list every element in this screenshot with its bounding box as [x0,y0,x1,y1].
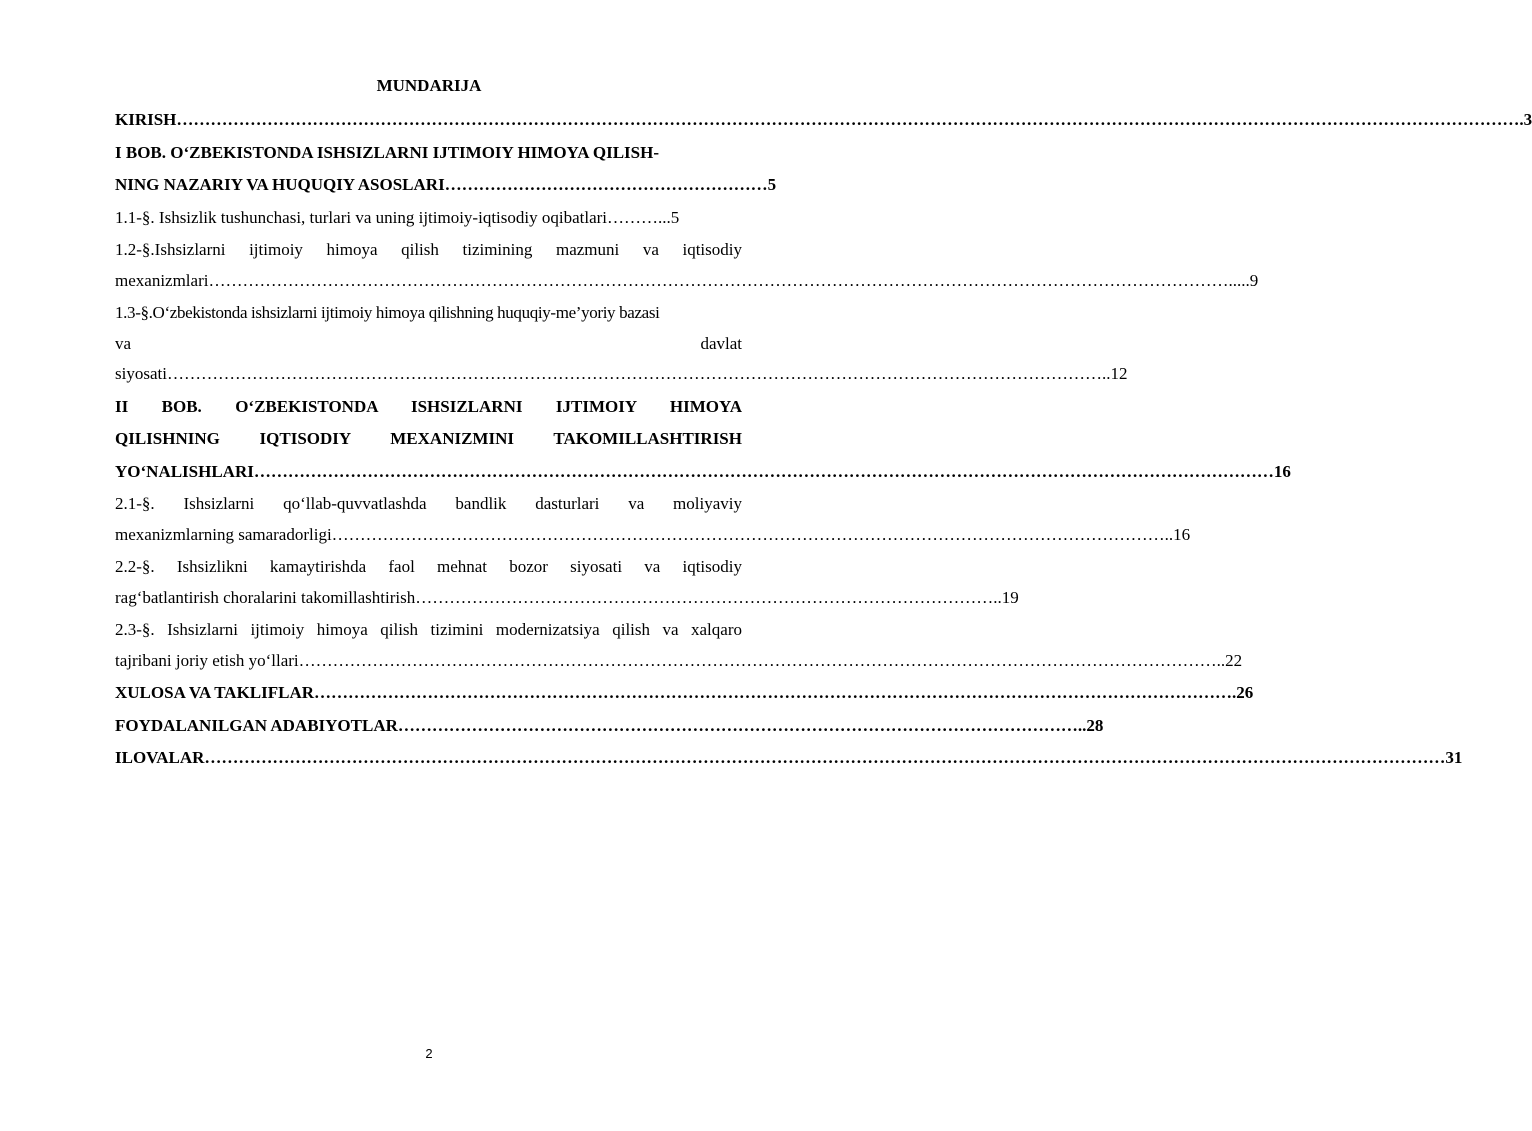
toc-entry-kirish: KIRISH………………………………………………………………………………………………………………………………………………………………………………………………………………….3 [115,110,1532,129]
table-of-contents [115,107,1532,772]
toc-entry-xulosa: XULOSA VA TAKLIFLAR……………………………………………………………………………………………………………………………………………….26 [115,683,1254,702]
toc-chapter-2-line-1: II BOB. O‘ZBEKISTONDA ISHSIZLARNI IJTIMOIY HIMOYA [115,396,742,416]
toc-section-1-3-line-3: siyosati…………………………………………………………………………………………………………………………………………………..12 [115,364,1128,383]
toc-section-1-2-line-2: mexanizmlari……………………………………………………………………………………………………………………………………………………………….....9 [115,270,1259,290]
toc-chapter-2-line-2: QILISHNING IQTISODIY MEXANIZMINI TAKOMILLASHTIRISH [115,429,742,448]
toc-section-1-2-line-1: 1.2-§.Ishsizlarni ijtimoiy himoya qilish tizimining mazmuni va iqtisodiy [115,240,742,259]
toc-section-1-1: 1.1-§. Ishsizlik tushunchasi, turlari va uning ijtimoiy-iqtisodiy oqibatlari………...5 [115,207,680,227]
toc-section-1-3-line-1: 1.3-§.O‘zbekistonda ishsizlarni ijtimoiy himoya qilishning huquqiy-me’yoriy bazasi [115,303,660,322]
toc-chapter-2-line-3: YO‘NALISHLARI………………………………………………………………………………………………………………………………………………………………16 [115,461,1291,481]
toc-entry-ilovalar: ILOVALAR…………………………………………………………………………………………………………………………………………………………………………………………………31 [115,748,1463,767]
toc-section-2-2-line-1: 2.2-§. Ishsizlikni kamaytirishda faol mehnat bozor siyosati va iqtisodiy [115,557,742,576]
toc-entry-adabiyotlar: FOYDALANILGAN ADABIYOTLAR…………………………………………………………………………………………………………..28 [115,715,1104,735]
toc-chapter-1-line-1: I BOB. O‘ZBEKISTONDA ISHSIZLARNI IJTIMOIY HIMOYA QILISH- [115,142,659,162]
toc-section-2-3-line-1: 2.3-§. Ishsizlarni ijtimoiy himoya qilish tizimini modernizatsiya qilish va xalqaro [115,620,742,639]
toc-section-2-1-line-2: mexanizmlarning samaradorligi…………………………………………………………………………………………………………………………………..16 [115,524,1191,544]
page-number: 2 [425,1046,433,1061]
toc-section-2-3-line-2: tajribani joriy etish yo‘llari………………………………………………………………………………………………………………………………………………..22 [115,650,1243,670]
toc-section-2-2-line-2: rag‘batlantirish choralarini takomillashtirish…………………………………………………………………………………………..19 [115,587,1019,607]
toc-heading: MUNDARIJA [376,76,482,95]
toc-section-1-3-line-2: va davlat [115,333,742,353]
toc-section-2-1-line-1: 2.1-§. Ishsizlarni qo‘llab-quvvatlashda bandlik dasturlari va moliyaviy [115,494,742,513]
toc-chapter-1-line-2: NING NAZARIY VA HUQUQIY ASOSLARI…………………………………………………5 [115,175,777,194]
